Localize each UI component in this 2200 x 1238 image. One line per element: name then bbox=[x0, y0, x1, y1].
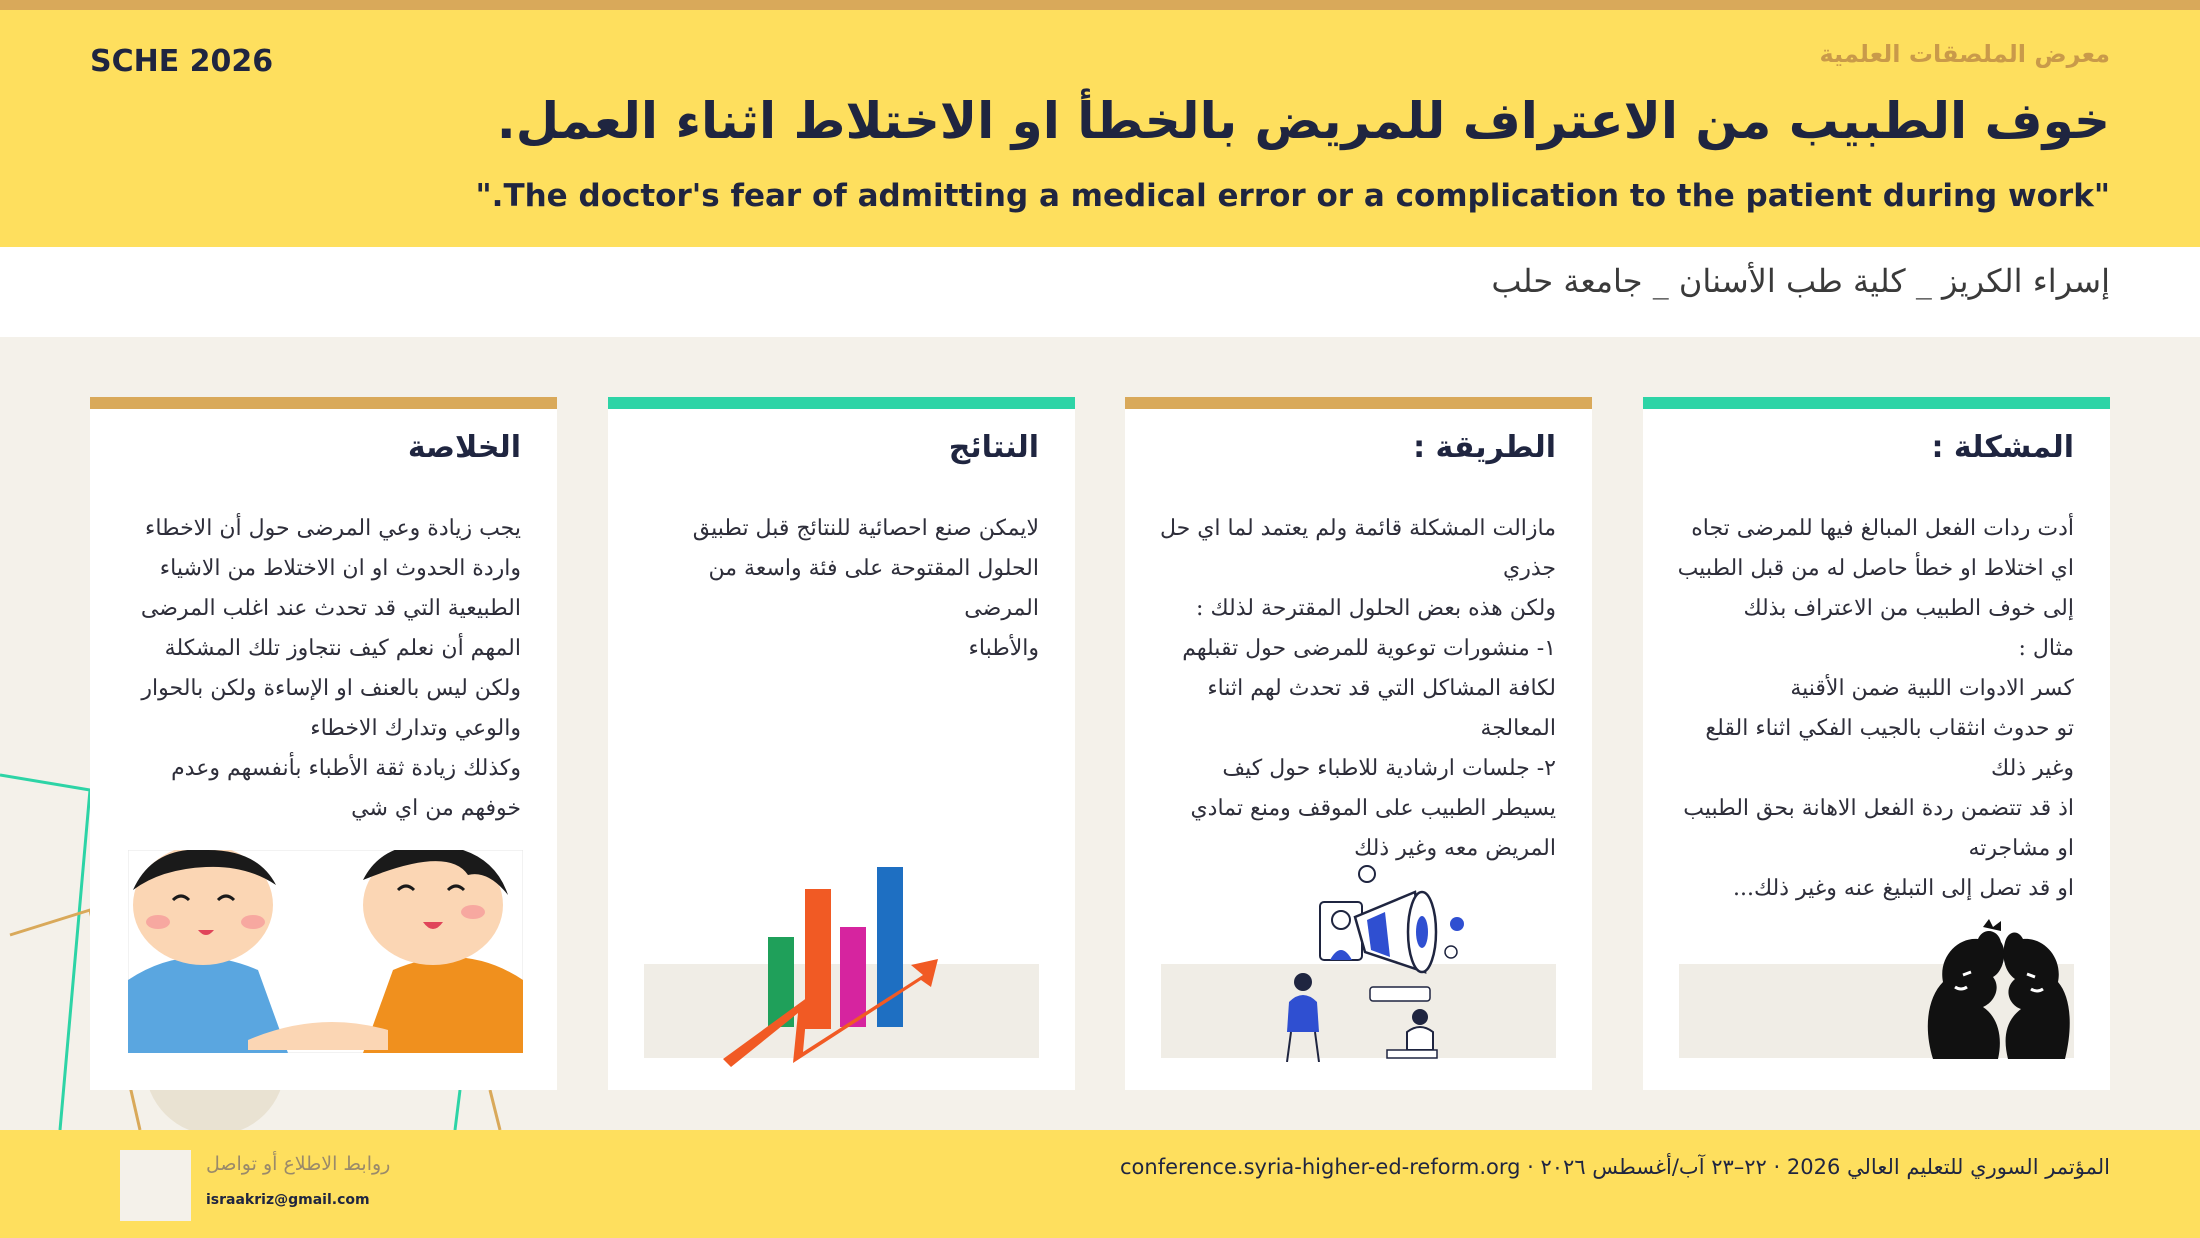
card-accent-bar bbox=[1125, 397, 1592, 409]
card-heading: الخلاصة bbox=[407, 430, 521, 465]
card-method bbox=[1125, 397, 1592, 1090]
card-line: المريض معه وغير ذلك bbox=[1354, 836, 1556, 861]
card-line: جذري bbox=[1503, 556, 1556, 581]
card-line: ولكن ليس بالعنف او الإساءة ولكن بالحوار bbox=[141, 676, 521, 701]
card-line: ٢- جلسات ارشادية للاطباء حول كيف bbox=[1222, 756, 1556, 781]
card-body bbox=[121, 509, 521, 829]
footer-conference-info bbox=[1120, 1155, 2110, 1179]
arguing-faces-icon bbox=[1923, 917, 2075, 1059]
card-line: خوفهم من اي شي bbox=[351, 796, 521, 821]
card-line: مازالت المشكلة قائمة ولم يعتمد لما اي حل bbox=[1159, 516, 1556, 541]
footer-separator: · bbox=[1773, 1155, 1781, 1179]
card-line: مثال : bbox=[2018, 636, 2074, 661]
card-line: واردة الحدوث او ان الاختلاط من الاشياء bbox=[159, 556, 521, 581]
card-line: ١- منشورات توعوية للمرضى حول تقبلهم bbox=[1182, 636, 1556, 661]
conference-name: المؤتمر السوري للتعليم العالي 2026 bbox=[1786, 1155, 2110, 1179]
card-line: ولكن هذه بعض الحلول المقترحة لذلك : bbox=[1196, 596, 1556, 621]
card-line: يسيطر الطبيب على الموقف ومنع تمادي bbox=[1190, 796, 1556, 821]
card-line: اي اختلاط او خطأ حاصل له من قبل الطبيب bbox=[1677, 556, 2074, 581]
megaphone-outreach-icon bbox=[1275, 862, 1475, 1062]
card-line: المعالجة bbox=[1480, 716, 1556, 741]
card-results bbox=[608, 397, 1075, 1090]
links-label: روابط الاطلاع أو تواصل bbox=[206, 1153, 391, 1175]
card-accent-bar bbox=[1643, 397, 2110, 409]
card-accent-bar bbox=[608, 397, 1075, 409]
card-line: والوعي وتدارك الاخطاء bbox=[310, 716, 521, 741]
card-heading: النتائج bbox=[948, 430, 1039, 465]
card-line: اذ قد تتضمن ردة الفعل الاهانة بحق الطبيب bbox=[1683, 796, 2074, 821]
card-line: لكافة المشاكل التي قد تحدث لهم اثناء bbox=[1207, 676, 1556, 701]
card-body bbox=[1674, 509, 2074, 909]
footer-separator: · bbox=[1527, 1155, 1534, 1179]
card-line: إلى خوف الطبيب من الاعتراف بذلك bbox=[1743, 596, 2074, 621]
poster-title-arabic: خوف الطبيب من الاعتراف للمريض بالخطأ او الاختلاط اثناء العمل. bbox=[496, 92, 2110, 150]
conference-dates: ٢٢–٢٣ آب/أغسطس ٢٠٢٦ bbox=[1540, 1155, 1767, 1179]
handshake-friends-icon bbox=[128, 850, 523, 1053]
card-line: أدت ردات الفعل المبالغ فيها للمرضى تجاه bbox=[1691, 516, 2074, 541]
card-line: يجب زيادة وعي المرضى حول أن الاخطاء bbox=[144, 516, 521, 541]
card-line: او قد تصل إلى التبليغ عنه وغير ذلك... bbox=[1733, 876, 2074, 901]
card-line: وكذلك زيادة ثقة الأطباء بأنفسهم وعدم bbox=[171, 756, 521, 781]
qr-placeholder-icon bbox=[120, 1150, 191, 1221]
card-body bbox=[1156, 509, 1556, 869]
card-problem bbox=[1643, 397, 2110, 1090]
card-line: او مشاجرته bbox=[1968, 836, 2074, 861]
top-accent-band bbox=[0, 0, 2200, 10]
card-heading: الطريقة : bbox=[1413, 430, 1556, 465]
conference-code: SCHE 2026 bbox=[90, 44, 274, 79]
exhibition-label: معرض الملصقات العلمية bbox=[1819, 40, 2110, 68]
card-line: لايمكن صنع احصائية للنتائج قبل تطبيق bbox=[692, 516, 1039, 541]
card-body bbox=[639, 509, 1039, 669]
contact-email[interactable]: israakriz@gmail.com bbox=[206, 1192, 370, 1208]
card-line: والأطباء bbox=[968, 636, 1039, 661]
card-line: وغير ذلك bbox=[1991, 756, 2074, 781]
card-line: تو حدوث انثقاب بالجيب الفكي اثناء القلع bbox=[1705, 716, 2074, 741]
card-line: الطبيعية التي قد تحدث عند اغلب المرضى bbox=[140, 596, 521, 621]
author-line: إسراء الكريز _ كلية طب الأسنان _ جامعة حلب bbox=[1491, 262, 2110, 300]
card-line: المهم أن نعلم كيف نتجاوز تلك المشكلة bbox=[164, 636, 521, 661]
card-line: الحلول المقتوحة على فئة واسعة من المرضى bbox=[708, 556, 1039, 621]
growth-chart-icon bbox=[723, 867, 963, 1067]
card-accent-bar bbox=[90, 397, 557, 409]
conference-website[interactable]: conference.syria-higher-ed-reform.org bbox=[1120, 1155, 1521, 1179]
poster-title-english: "The doctor's fear of admitting a medical error or a complication to the patient during work." bbox=[475, 178, 2110, 214]
poster-footer bbox=[0, 1130, 2200, 1238]
card-conclusion bbox=[90, 397, 557, 1090]
card-line: كسر الادوات اللبية ضمن الأقنية bbox=[1790, 676, 2074, 701]
card-heading: المشكلة : bbox=[1931, 430, 2074, 465]
